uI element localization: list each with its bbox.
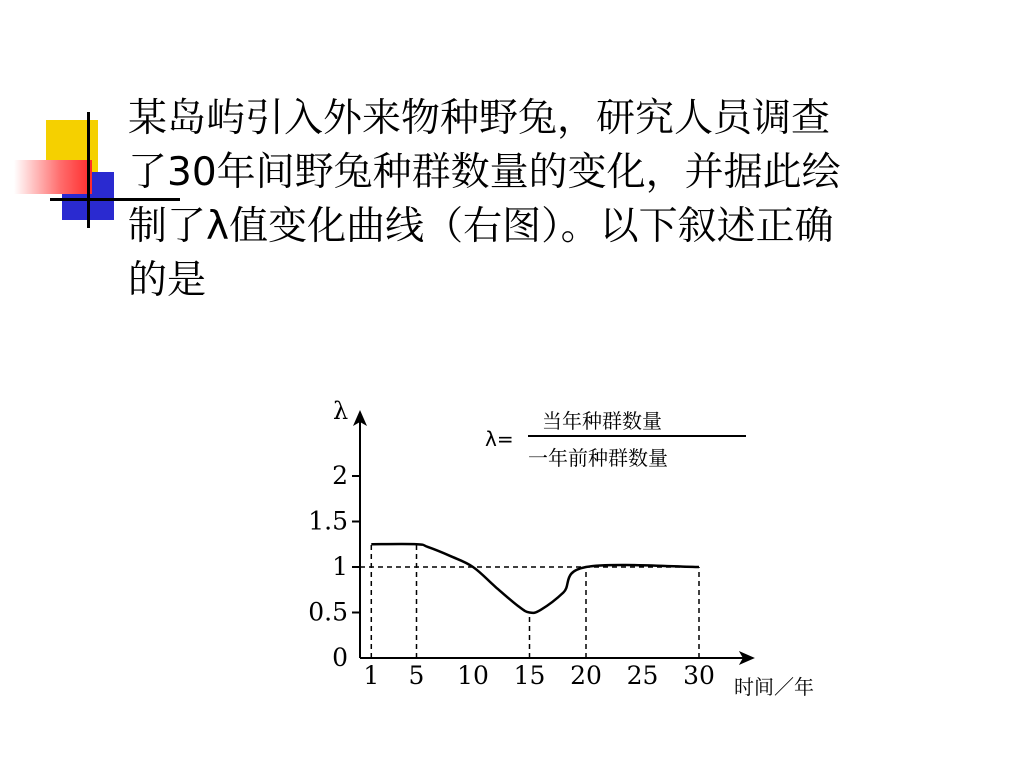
decor-vertical-line [87, 112, 90, 228]
x-tick-label: 1 [363, 661, 380, 690]
chart-ticks [308, 461, 715, 690]
x-tick-label: 20 [570, 661, 602, 690]
x-tick-label: 15 [513, 661, 546, 690]
y-tick-label: 0.5 [308, 597, 348, 627]
x-tick-label: 25 [626, 661, 659, 690]
formula-lhs: λ= [485, 427, 514, 451]
question-line-4: 的是 [128, 258, 207, 303]
y-tick-label: 1.5 [308, 506, 348, 536]
question-text [128, 92, 988, 308]
y-tick-label: 1 [332, 552, 348, 581]
question-line-1: 某岛屿引入外来物种野兔，研究人员调查 [128, 96, 831, 141]
question-line-3: 制了λ值变化曲线（右图）。以下叙述正确 [128, 204, 834, 249]
formula-numerator: 当年种群数量 [542, 409, 662, 433]
y-tick-label: 2 [332, 461, 348, 490]
question-line-2: 了30年间野兔种群数量的变化，并据此绘 [128, 150, 841, 195]
y-tick-label: 0 [332, 643, 348, 672]
x-tick-label: 10 [457, 661, 489, 690]
x-axis-label: 时间／年 [734, 675, 814, 699]
x-tick-label: 5 [408, 661, 425, 690]
x-tick-label: 30 [683, 661, 715, 690]
y-axis-label: λ [333, 397, 349, 425]
formula-denominator: 一年前种群数量 [528, 446, 668, 470]
lambda-curve [371, 544, 699, 613]
chart-guides [360, 544, 699, 658]
lambda-chart [290, 392, 850, 712]
red-gradient-bar [14, 160, 92, 194]
chart-series [371, 544, 699, 613]
